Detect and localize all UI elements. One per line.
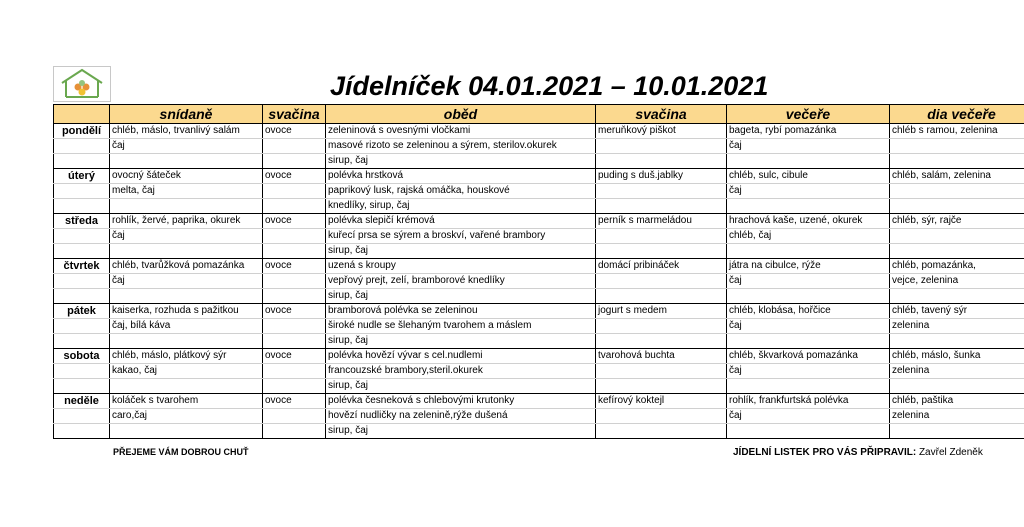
breakfast-cell — [110, 289, 263, 304]
snack-afternoon-cell: domácí pribináček — [596, 259, 727, 274]
lunch-cell: paprikový lusk, rajská omáčka, houskové — [326, 184, 596, 199]
table-row — [54, 364, 1024, 379]
day-label: pondělí — [54, 124, 110, 139]
table-row — [54, 304, 1024, 319]
snack-afternoon-cell — [596, 409, 727, 424]
dinner-cell: bageta, rybí pomazánka — [727, 124, 890, 139]
table-row — [54, 169, 1024, 184]
lunch-cell: knedlíky, sirup, čaj — [326, 199, 596, 214]
dia-dinner-cell: chléb, tavený sýr — [890, 304, 1024, 319]
table-row — [54, 334, 1024, 349]
table-row — [54, 139, 1024, 154]
dia-dinner-cell — [890, 424, 1024, 439]
snack-morning-cell — [263, 334, 326, 349]
table-row — [54, 409, 1024, 424]
table-row — [54, 424, 1024, 439]
snack-afternoon-cell — [596, 184, 727, 199]
snack-morning-cell — [263, 364, 326, 379]
lunch-cell: zeleninová s ovesnými vločkami — [326, 124, 596, 139]
table-row — [54, 229, 1024, 244]
dia-dinner-cell: chléb s ramou, zelenina — [890, 124, 1024, 139]
snack-morning-cell: ovoce — [263, 124, 326, 139]
snack-afternoon-cell — [596, 244, 727, 259]
dia-dinner-cell — [890, 229, 1024, 244]
snack-afternoon-cell: meruňkový piškot — [596, 124, 727, 139]
table-row — [54, 199, 1024, 214]
table-row — [54, 184, 1024, 199]
dia-dinner-cell — [890, 154, 1024, 169]
day-label — [54, 364, 110, 379]
snack-morning-cell — [263, 139, 326, 154]
day-label: neděle — [54, 394, 110, 409]
dia-dinner-cell: vejce, zelenina — [890, 274, 1024, 289]
lunch-cell: široké nudle se šlehaným tvarohem a máslem — [326, 319, 596, 334]
header-dia-dinner: dia večeře — [890, 105, 1024, 124]
breakfast-cell: čaj — [110, 274, 263, 289]
lunch-cell: polévka hovězí vývar s cel.nudlemi — [326, 349, 596, 364]
breakfast-cell — [110, 424, 263, 439]
breakfast-cell: čaj, bílá káva — [110, 319, 263, 334]
table-row — [54, 289, 1024, 304]
header-snack-morning: svačina — [263, 105, 326, 124]
table-row — [54, 379, 1024, 394]
menu-body — [54, 124, 1024, 439]
dia-dinner-cell: chléb, paštika — [890, 394, 1024, 409]
breakfast-cell — [110, 199, 263, 214]
dinner-cell: chléb, klobása, hořčice — [727, 304, 890, 319]
table-row — [54, 244, 1024, 259]
breakfast-cell — [110, 154, 263, 169]
snack-morning-cell: ovoce — [263, 259, 326, 274]
dinner-cell — [727, 244, 890, 259]
page-title: Jídelníček 04.01.2021 – 10.01.2021 — [330, 71, 769, 101]
snack-afternoon-cell — [596, 379, 727, 394]
breakfast-cell: melta, čaj — [110, 184, 263, 199]
dinner-cell: čaj — [727, 184, 890, 199]
lunch-cell: sirup, čaj — [326, 334, 596, 349]
table-row — [54, 214, 1024, 229]
snack-afternoon-cell: jogurt s medem — [596, 304, 727, 319]
header-breakfast: snídaně — [110, 105, 263, 124]
snack-afternoon-cell — [596, 364, 727, 379]
snack-morning-cell — [263, 424, 326, 439]
footer-credit-label: JÍDELNÍ LISTEK PRO VÁS PŘIPRAVIL: — [733, 447, 917, 458]
snack-morning-cell — [263, 274, 326, 289]
day-label — [54, 244, 110, 259]
day-label — [54, 289, 110, 304]
day-label — [54, 154, 110, 169]
dinner-cell — [727, 289, 890, 304]
lunch-cell: uzená s kroupy — [326, 259, 596, 274]
header-row — [54, 105, 1024, 124]
breakfast-cell — [110, 334, 263, 349]
snack-morning-cell — [263, 229, 326, 244]
lunch-cell: polévka slepičí krémová — [326, 214, 596, 229]
dia-dinner-cell — [890, 334, 1024, 349]
day-label — [54, 424, 110, 439]
day-label — [54, 139, 110, 154]
header-snack-afternoon: svačina — [596, 105, 727, 124]
footer-credit-name: Zavřel Zdeněk — [916, 447, 983, 458]
snack-afternoon-cell — [596, 199, 727, 214]
day-label: pátek — [54, 304, 110, 319]
dia-dinner-cell — [890, 379, 1024, 394]
header-day — [54, 105, 110, 124]
lunch-cell: polévka česneková s chlebovými krutonky — [326, 394, 596, 409]
lunch-cell: sirup, čaj — [326, 154, 596, 169]
dinner-cell: rohlík, frankfurtská polévka — [727, 394, 890, 409]
snack-morning-cell: ovoce — [263, 169, 326, 184]
breakfast-cell: koláček s tvarohem — [110, 394, 263, 409]
table-row — [54, 394, 1024, 409]
snack-afternoon-cell — [596, 334, 727, 349]
day-label — [54, 379, 110, 394]
snack-afternoon-cell — [596, 154, 727, 169]
snack-morning-cell — [263, 379, 326, 394]
snack-afternoon-cell — [596, 289, 727, 304]
lunch-cell: sirup, čaj — [326, 244, 596, 259]
dia-dinner-cell: chléb, máslo, šunka — [890, 349, 1024, 364]
snack-afternoon-cell: perník s marmeládou — [596, 214, 727, 229]
day-label: úterý — [54, 169, 110, 184]
snack-morning-cell — [263, 184, 326, 199]
day-label: čtvrtek — [54, 259, 110, 274]
dinner-cell: čaj — [727, 319, 890, 334]
day-label — [54, 409, 110, 424]
dinner-cell — [727, 199, 890, 214]
dinner-cell: čaj — [727, 274, 890, 289]
snack-morning-cell: ovoce — [263, 394, 326, 409]
dinner-cell: chléb, škvarková pomazánka — [727, 349, 890, 364]
breakfast-cell: ovocný šáteček — [110, 169, 263, 184]
dia-dinner-cell: chléb, pomazánka, — [890, 259, 1024, 274]
lunch-cell: bramborová polévka se zeleninou — [326, 304, 596, 319]
breakfast-cell: kaiserka, rozhuda s pažitkou — [110, 304, 263, 319]
lunch-cell: polévka hrstková — [326, 169, 596, 184]
snack-afternoon-cell: puding s duš.jablky — [596, 169, 727, 184]
table-row — [54, 124, 1024, 139]
table-row — [54, 259, 1024, 274]
snack-morning-cell: ovoce — [263, 349, 326, 364]
snack-morning-cell — [263, 199, 326, 214]
breakfast-cell — [110, 244, 263, 259]
breakfast-cell: kakao, čaj — [110, 364, 263, 379]
house-logo-svg — [54, 67, 110, 101]
header-lunch: oběd — [326, 105, 596, 124]
snack-afternoon-cell: kefírový koktejl — [596, 394, 727, 409]
dia-dinner-cell — [890, 139, 1024, 154]
dia-dinner-cell: chléb, salám, zelenina — [890, 169, 1024, 184]
day-label — [54, 334, 110, 349]
day-label: sobota — [54, 349, 110, 364]
breakfast-cell: rohlík, žervé, paprika, okurek — [110, 214, 263, 229]
snack-afternoon-cell — [596, 139, 727, 154]
house-logo-icon — [53, 66, 111, 102]
day-label — [54, 274, 110, 289]
dinner-cell: hrachová kaše, uzené, okurek — [727, 214, 890, 229]
snack-afternoon-cell — [596, 424, 727, 439]
dinner-cell — [727, 334, 890, 349]
dinner-cell: chléb, sulc, cibule — [727, 169, 890, 184]
snack-morning-cell — [263, 319, 326, 334]
day-label — [54, 184, 110, 199]
snack-morning-cell — [263, 409, 326, 424]
lunch-cell: masové rizoto se zeleninou a sýrem, sterilov.okurek — [326, 139, 596, 154]
lunch-cell: kuřecí prsa se sýrem a broskví, vařené brambory — [326, 229, 596, 244]
day-label — [54, 319, 110, 334]
breakfast-cell — [110, 379, 263, 394]
snack-afternoon-cell — [596, 229, 727, 244]
lunch-cell: sirup, čaj — [326, 289, 596, 304]
breakfast-cell: čaj — [110, 229, 263, 244]
footer-credit — [733, 447, 983, 458]
table-row — [54, 349, 1024, 364]
dinner-cell: čaj — [727, 139, 890, 154]
breakfast-cell: chléb, tvarůžková pomazánka — [110, 259, 263, 274]
snack-afternoon-cell — [596, 319, 727, 334]
lunch-cell: francouzské brambory,steril.okurek — [326, 364, 596, 379]
snack-morning-cell: ovoce — [263, 304, 326, 319]
header-dinner: večeře — [727, 105, 890, 124]
footer-greeting: PŘEJEME VÁM DOBROU CHUŤ — [113, 447, 249, 457]
dinner-cell — [727, 379, 890, 394]
dinner-cell: chléb, čaj — [727, 229, 890, 244]
dia-dinner-cell — [890, 184, 1024, 199]
snack-afternoon-cell — [596, 274, 727, 289]
day-label: středa — [54, 214, 110, 229]
dia-dinner-cell — [890, 244, 1024, 259]
dinner-cell: játra na cibulce, rýže — [727, 259, 890, 274]
breakfast-cell: chléb, máslo, plátkový sýr — [110, 349, 263, 364]
snack-morning-cell — [263, 154, 326, 169]
dia-dinner-cell — [890, 199, 1024, 214]
dinner-cell — [727, 154, 890, 169]
dia-dinner-cell: zelenina — [890, 319, 1024, 334]
dinner-cell: čaj — [727, 409, 890, 424]
day-label — [54, 199, 110, 214]
dinner-cell — [727, 424, 890, 439]
menu-table — [53, 104, 1024, 439]
dia-dinner-cell — [890, 289, 1024, 304]
dia-dinner-cell: zelenina — [890, 409, 1024, 424]
snack-afternoon-cell: tvarohová buchta — [596, 349, 727, 364]
table-row — [54, 274, 1024, 289]
breakfast-cell: chléb, máslo, trvanlivý salám — [110, 124, 263, 139]
lunch-cell: sirup, čaj — [326, 424, 596, 439]
breakfast-cell: čaj — [110, 139, 263, 154]
lunch-cell: vepřový prejt, zelí, bramborové knedlíky — [326, 274, 596, 289]
breakfast-cell: caro,čaj — [110, 409, 263, 424]
lunch-cell: hovězí nudličky na zelenině,rýže dušená — [326, 409, 596, 424]
snack-morning-cell: ovoce — [263, 214, 326, 229]
dinner-cell: čaj — [727, 364, 890, 379]
lunch-cell: sirup, čaj — [326, 379, 596, 394]
table-row — [54, 154, 1024, 169]
dia-dinner-cell: chléb, sýr, rajče — [890, 214, 1024, 229]
dia-dinner-cell: zelenina — [890, 364, 1024, 379]
snack-morning-cell — [263, 244, 326, 259]
table-row — [54, 319, 1024, 334]
snack-morning-cell — [263, 289, 326, 304]
day-label — [54, 229, 110, 244]
